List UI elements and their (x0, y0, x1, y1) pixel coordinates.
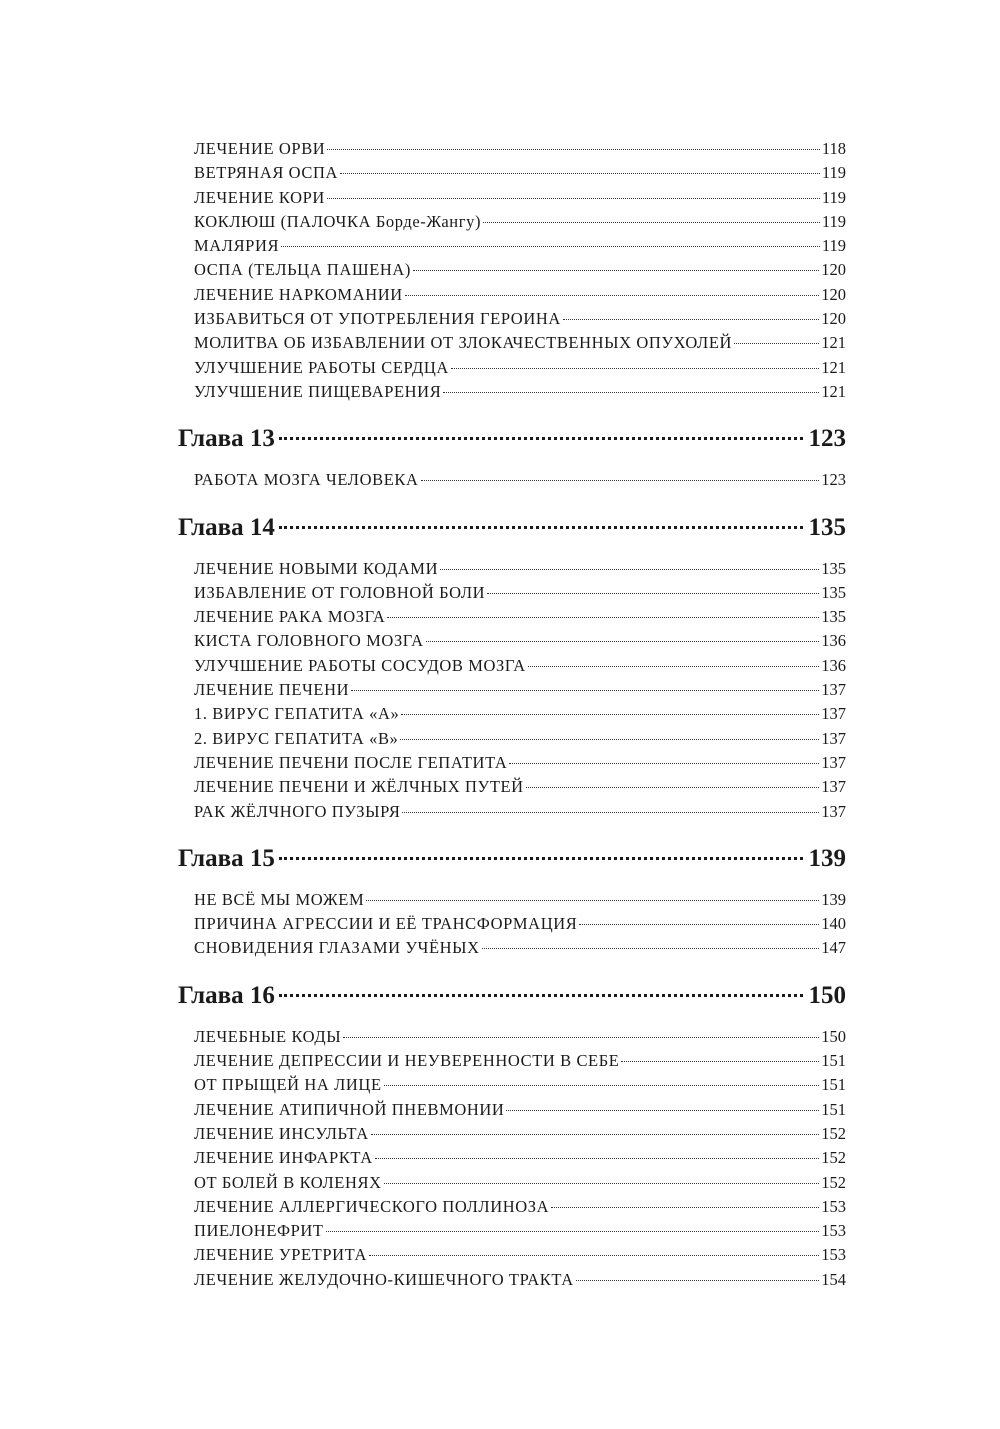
chapter-page-number: 139 (808, 844, 846, 872)
toc-entry-title: ОТ ПРЫЩЕЙ НА ЛИЦЕ (194, 1075, 382, 1095)
toc-entry-title: ПРИЧИНА АГРЕССИИ И ЕЁ ТРАНСФОРМАЦИЯ (194, 914, 578, 934)
toc-entry-title: ЛЕЧЕНИЕ ПЕЧЕНИ И ЖЁЛЧНЫХ ПУТЕЙ (194, 777, 524, 797)
toc-entry-title: ОСПА (ТЕЛЬЦА ПАШЕНА) (194, 260, 412, 280)
toc-entry-title: ЛЕЧЕБНЫЕ КОДЫ (194, 1026, 342, 1046)
toc-entry[interactable] (194, 702, 846, 726)
toc-section (178, 418, 846, 492)
toc-entry[interactable] (194, 161, 846, 185)
toc-entry[interactable] (194, 1219, 846, 1243)
toc-entry-page-number: 119 (821, 187, 846, 207)
toc-entry-title: УЛУЧШЕНИЕ РАБОТЫ СЕРДЦА (194, 357, 449, 377)
toc-entry-page-number: 147 (821, 938, 846, 958)
toc-entry-title: СНОВИДЕНИЯ ГЛАЗАМИ УЧЁНЫХ (194, 938, 480, 958)
chapter-heading[interactable] (178, 418, 846, 460)
toc-entry-page-number: 120 (821, 284, 846, 304)
toc-entry-page-number: 119 (821, 163, 846, 183)
toc-entry-page-number: 121 (821, 381, 846, 401)
toc-entry-page-number: 151 (821, 1051, 846, 1071)
toc-section (178, 507, 846, 824)
toc-entry-page-number: 120 (821, 309, 846, 329)
dot-leader (279, 526, 803, 529)
toc-entry[interactable] (194, 356, 846, 380)
toc-entry-title: ЛЕЧЕНИЕ ЖЕЛУДОЧНО-КИШЕЧНОГО ТРАКТА (194, 1269, 574, 1289)
toc-entry[interactable] (194, 581, 846, 605)
dot-leader (734, 343, 819, 344)
chapter-heading[interactable] (178, 838, 846, 880)
dot-leader (551, 1207, 819, 1208)
toc-entry-page-number: 121 (821, 333, 846, 353)
toc-entry-page-number: 153 (821, 1196, 846, 1216)
spacer (178, 880, 846, 888)
toc-entry-title: ЛЕЧЕНИЕ ПЕЧЕНИ (194, 680, 350, 700)
toc-entry-page-number: 154 (821, 1269, 846, 1289)
toc-entry-page-number: 135 (821, 582, 846, 602)
spacer (178, 1017, 846, 1025)
toc-entry-title: ИЗБАВИТЬСЯ ОТ УПОТРЕБЛЕНИЯ ГЕРОИНА (194, 309, 561, 329)
chapter-title: Глава 16 (178, 981, 275, 1009)
toc-entry[interactable] (194, 258, 846, 282)
dot-leader (405, 295, 819, 296)
toc-entry[interactable] (194, 1195, 846, 1219)
toc-entry-title: ЛЕЧЕНИЕ АЛЛЕРГИЧЕСКОГО ПОЛЛИНОЗА (194, 1196, 550, 1216)
toc-entry[interactable] (194, 912, 846, 936)
dot-leader (509, 763, 819, 764)
chapter-title: Глава 15 (178, 844, 275, 872)
toc-entry[interactable] (194, 1171, 846, 1195)
toc-entry[interactable] (194, 751, 846, 775)
dot-leader (526, 787, 820, 788)
spacer (178, 549, 846, 557)
toc-entry-title: ЛЕЧЕНИЕ РАКА МОЗГА (194, 607, 386, 627)
table-of-contents (178, 137, 846, 1292)
toc-entry[interactable] (194, 331, 846, 355)
toc-entry-page-number: 152 (821, 1148, 846, 1168)
toc-entry-page-number: 135 (821, 558, 846, 578)
toc-entry-page-number: 153 (821, 1245, 846, 1265)
toc-entry-page-number: 119 (821, 236, 846, 256)
toc-entry-page-number: 136 (821, 631, 846, 651)
dot-leader (351, 690, 819, 691)
toc-entry-title: 2. ВИРУС ГЕПАТИТА «В» (194, 728, 399, 748)
dot-leader (426, 641, 820, 642)
toc-entry-page-number: 151 (821, 1075, 846, 1095)
toc-entry[interactable] (194, 629, 846, 653)
toc-entry-page-number: 123 (821, 470, 846, 490)
toc-entry[interactable] (194, 605, 846, 629)
toc-entry-title: ЛЕЧЕНИЕ УРЕТРИТА (194, 1245, 367, 1265)
dot-leader (340, 173, 820, 174)
toc-entry[interactable] (194, 775, 846, 799)
dot-leader (440, 569, 819, 570)
toc-entry[interactable] (194, 307, 846, 331)
toc-entry-title: ЛЕЧЕНИЕ АТИПИЧНОЙ ПНЕВМОНИИ (194, 1099, 505, 1119)
toc-entry-title: ЛЕЧЕНИЕ НОВЫМИ КОДАМИ (194, 558, 439, 578)
toc-entry[interactable] (194, 234, 846, 258)
dot-leader (366, 900, 819, 901)
toc-entry[interactable] (194, 888, 846, 912)
toc-entry[interactable] (194, 1098, 846, 1122)
dot-leader (487, 593, 819, 594)
dot-leader (375, 1158, 819, 1159)
toc-entry[interactable] (194, 727, 846, 751)
toc-entry-title: ЛЕЧЕНИЕ ИНФАРКТА (194, 1148, 373, 1168)
toc-entry-title: ЛЕЧЕНИЕ ДЕПРЕССИИ И НЕУВЕРЕННОСТИ В СЕБЕ (194, 1051, 620, 1071)
spacer (178, 460, 846, 468)
chapter-title: Глава 13 (178, 425, 275, 453)
toc-entry-title: КИСТА ГОЛОВНОГО МОЗГА (194, 631, 424, 651)
toc-entry[interactable] (194, 468, 846, 492)
toc-entry-title: МАЛЯРИЯ (194, 236, 280, 256)
toc-entry-title: УЛУЧШЕНИЕ ПИЩЕВАРЕНИЯ (194, 381, 442, 401)
dot-leader (506, 1110, 819, 1111)
dot-leader (483, 222, 820, 223)
dot-leader (579, 924, 819, 925)
dot-leader (413, 270, 819, 271)
chapter-page-number: 123 (808, 425, 846, 453)
toc-entry[interactable] (194, 654, 846, 678)
toc-entry[interactable] (194, 210, 846, 234)
dot-leader (327, 149, 820, 150)
toc-entry[interactable] (194, 800, 846, 824)
dot-leader (384, 1183, 820, 1184)
toc-entry[interactable] (194, 186, 846, 210)
toc-entry-page-number: 152 (821, 1172, 846, 1192)
toc-entry-page-number: 137 (821, 680, 846, 700)
toc-entry-title: ИЗБАВЛЕНИЕ ОТ ГОЛОВНОЙ БОЛИ (194, 582, 486, 602)
dot-leader (576, 1280, 819, 1281)
toc-entry-title: ЛЕЧЕНИЕ КОРИ (194, 187, 325, 207)
toc-entry-page-number: 137 (821, 728, 846, 748)
toc-entry-page-number: 137 (821, 752, 846, 772)
toc-entry[interactable] (194, 137, 846, 161)
toc-entry-title: ВЕТРЯНАЯ ОСПА (194, 163, 339, 183)
toc-entry-title: ЛЕЧЕНИЕ НАРКОМАНИИ (194, 284, 403, 304)
toc-entry-title: 1. ВИРУС ГЕПАТИТА «А» (194, 704, 400, 724)
toc-entry[interactable] (194, 678, 846, 702)
toc-entry-title: КОКЛЮШ (ПАЛОЧКА Борде-Жангу) (194, 211, 482, 231)
dot-leader (387, 617, 819, 618)
toc-entry[interactable] (194, 1025, 846, 1049)
toc-section (178, 838, 846, 961)
toc-entry[interactable] (194, 1122, 846, 1146)
toc-entry-page-number: 139 (821, 889, 846, 909)
toc-entry-page-number: 151 (821, 1099, 846, 1119)
dot-leader (402, 812, 819, 813)
toc-entry-title: ЛЕЧЕНИЕ ПЕЧЕНИ ПОСЛЕ ГЕПАТИТА (194, 752, 508, 772)
chapter-heading[interactable] (178, 507, 846, 549)
toc-entry-page-number: 137 (821, 704, 846, 724)
toc-entry-page-number: 121 (821, 357, 846, 377)
dot-leader (371, 1134, 820, 1135)
dot-leader (451, 368, 819, 369)
toc-entry-title: ОТ БОЛЕЙ В КОЛЕНЯХ (194, 1172, 382, 1192)
dot-leader (621, 1061, 819, 1062)
toc-section (178, 975, 846, 1292)
toc-entry-page-number: 153 (821, 1221, 846, 1241)
toc-entry-title: ЛЕЧЕНИЕ ИНСУЛЬТА (194, 1123, 369, 1143)
dot-leader (482, 948, 820, 949)
toc-entry-page-number: 136 (821, 655, 846, 675)
toc-entry[interactable] (194, 283, 846, 307)
dot-leader (528, 666, 819, 667)
toc-entry-title: РАК ЖЁЛЧНОГО ПУЗЫРЯ (194, 801, 401, 821)
dot-leader (279, 437, 803, 440)
toc-entry[interactable] (194, 1268, 846, 1292)
toc-entry-title: УЛУЧШЕНИЕ РАБОТЫ СОСУДОВ МОЗГА (194, 655, 526, 675)
dot-leader (400, 739, 819, 740)
chapter-title: Глава 14 (178, 513, 275, 541)
toc-entry[interactable] (194, 1243, 846, 1267)
dot-leader (281, 246, 820, 247)
chapter-heading[interactable] (178, 975, 846, 1017)
toc-entry-page-number: 135 (821, 607, 846, 627)
dot-leader (421, 480, 820, 481)
dot-leader (384, 1085, 820, 1086)
toc-entry-page-number: 119 (821, 211, 846, 231)
dot-leader (327, 198, 820, 199)
chapter-page-number: 135 (808, 513, 846, 541)
dot-leader (326, 1231, 820, 1232)
toc-entry[interactable] (194, 1073, 846, 1097)
dot-leader (401, 714, 819, 715)
dot-leader (369, 1255, 819, 1256)
toc-entry-title: РАБОТА МОЗГА ЧЕЛОВЕКА (194, 470, 419, 490)
toc-entry-page-number: 118 (821, 139, 846, 158)
dot-leader (563, 319, 819, 320)
toc-entry-title: МОЛИТВА ОБ ИЗБАВЛЕНИИ ОТ ЗЛОКАЧЕСТВЕННЫХ ОПУХОЛЕЙ (194, 333, 733, 353)
toc-entry-page-number: 137 (821, 801, 846, 821)
toc-entry-title: ПИЕЛОНЕФРИТ (194, 1221, 324, 1241)
toc-entry-page-number: 152 (821, 1123, 846, 1143)
dot-leader (279, 994, 803, 997)
toc-section (178, 137, 846, 404)
dot-leader (279, 857, 803, 860)
toc-entry-page-number: 150 (821, 1026, 846, 1046)
toc-entry[interactable] (194, 1146, 846, 1170)
toc-entry-page-number: 120 (821, 260, 846, 280)
toc-entry[interactable] (194, 380, 846, 404)
chapter-page-number: 150 (808, 981, 846, 1009)
dot-leader (343, 1037, 819, 1038)
toc-entry[interactable] (194, 1049, 846, 1073)
toc-entry-page-number: 137 (821, 777, 846, 797)
toc-entry-page-number: 140 (821, 914, 846, 934)
toc-entry-title: ЛЕЧЕНИЕ ОРВИ (194, 139, 326, 158)
dot-leader (443, 392, 819, 393)
toc-entry[interactable] (194, 936, 846, 960)
toc-entry[interactable] (194, 557, 846, 581)
toc-entry-title: НЕ ВСЁ МЫ МОЖЕМ (194, 889, 365, 909)
